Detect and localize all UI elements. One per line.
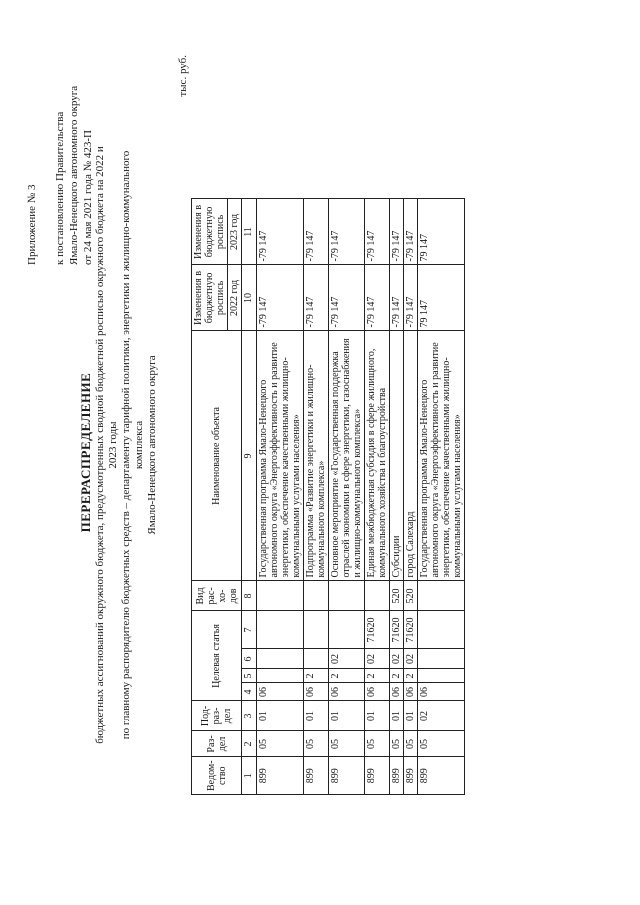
cell-target-activity: 02	[365, 649, 390, 669]
cell-vid	[365, 581, 390, 611]
cell-target-code	[304, 611, 329, 649]
appendix-line-1: к постановлению Правительства	[54, 111, 66, 265]
cell-target-subprogram: 2	[390, 669, 404, 683]
cell-target-activity	[257, 649, 304, 669]
cell-name: Государственная программа Ямало-Ненецкого автономного округа «Энергоэффективность и развитие энергетики, обеспечение качественными жилищно-коммунальными услугами населения»	[418, 331, 465, 581]
header-year-2023: 2023 год	[228, 199, 242, 265]
cell-name: Субсидии	[390, 331, 404, 581]
cell-podrazdel: 01	[390, 701, 404, 731]
cell-razdel: 05	[390, 731, 404, 757]
cell-change-2022: -79 147	[257, 265, 304, 331]
column-number: 1	[242, 757, 257, 795]
cell-podrazdel: 01	[304, 701, 329, 731]
cell-name: Подпрограмма «Развитие энергетики и жилищно-коммунального комплекса»	[304, 331, 329, 581]
column-number: 8	[242, 581, 257, 611]
cell-target-program: 06	[257, 683, 304, 701]
cell-target-code	[418, 611, 465, 649]
cell-change-2022: -79 147	[390, 265, 404, 331]
cell-vid: 520	[390, 581, 404, 611]
cell-podrazdel: 01	[257, 701, 304, 731]
appendix-line-2: Ямало-Ненецкого автономного округа	[68, 85, 80, 265]
cell-podrazdel: 01	[365, 701, 390, 731]
subtitle-line-2: по главному распорядителю бюджетных средств – департаменту тарифной политики, энергетики и жилищно-коммунального комплекса	[120, 150, 145, 740]
cell-razdel: 05	[304, 731, 329, 757]
cell-target-program: 06	[390, 683, 404, 701]
cell-name: город Салехард	[404, 331, 418, 581]
cell-vid: 520	[404, 581, 418, 611]
cell-target-activity: 02	[329, 649, 365, 669]
cell-target-program: 06	[304, 683, 329, 701]
cell-name: Единая межбюджетная субсидия в сфере жилищного, коммунального хозяйства и благоустройства	[365, 331, 390, 581]
column-number: 10	[242, 265, 257, 331]
cell-target-code	[257, 611, 304, 649]
cell-vid	[329, 581, 365, 611]
column-number: 6	[242, 649, 257, 669]
document-title: ПЕРЕРАСПРЕДЕЛЕНИЕ	[78, 372, 93, 533]
cell-target-subprogram: 2	[404, 669, 418, 683]
cell-razdel: 05	[257, 731, 304, 757]
reallocation-table	[191, 198, 465, 795]
column-number: 5	[242, 669, 257, 683]
cell-target-activity	[304, 649, 329, 669]
appendix-title: Приложение № 3	[26, 184, 38, 265]
cell-name: Государственная программа Ямало-Ненецкого автономного округа «Энергоэффективность и развитие энергетики, обеспечение качественными жилищно-коммунальными услугами населения»	[257, 331, 304, 581]
header-razdel: Раз-дел	[192, 731, 242, 757]
column-number: 4	[242, 683, 257, 701]
table-row	[304, 199, 329, 795]
subtitle-line-1: бюджетных ассигнований окружного бюджета, предусмотренных сводной бюджетной росписью окружного бюджета на 2022 и 2023 годы	[94, 146, 119, 744]
cell-target-program: 06	[404, 683, 418, 701]
cell-target-subprogram: 2	[304, 669, 329, 683]
header-vedom: Ведом-ство	[192, 757, 242, 795]
column-number: 9	[242, 331, 257, 581]
cell-razdel: 05	[418, 731, 465, 757]
cell-target-subprogram: 2	[365, 669, 390, 683]
cell-target-program: 06	[365, 683, 390, 701]
cell-change-2023: -79 147	[365, 199, 390, 265]
cell-change-2023: -79 147	[390, 199, 404, 265]
table-row	[329, 199, 365, 795]
cell-change-2023: -79 147	[404, 199, 418, 265]
cell-vid	[257, 581, 304, 611]
cell-change-2023: -79 147	[304, 199, 329, 265]
cell-vid	[304, 581, 329, 611]
cell-podrazdel: 01	[329, 701, 365, 731]
column-number: 3	[242, 701, 257, 731]
cell-vedom: 899	[365, 757, 390, 795]
appendix-line-3: от 24 мая 2021 года № 423-П	[82, 130, 94, 265]
cell-change-2022: -79 147	[404, 265, 418, 331]
cell-change-2022: -79 147	[365, 265, 390, 331]
cell-target-code	[329, 611, 365, 649]
cell-razdel: 05	[404, 731, 418, 757]
cell-target-activity	[418, 649, 465, 669]
table-row	[365, 199, 390, 795]
header-target: Целевая статья	[192, 611, 242, 701]
cell-vedom: 899	[257, 757, 304, 795]
cell-vedom: 899	[329, 757, 365, 795]
header-name: Наименование объекта	[192, 331, 242, 581]
cell-target-activity: 02	[390, 649, 404, 669]
header-change-2023: Изменения в бюджетную роспись	[192, 199, 228, 265]
cell-change-2022: -79 147	[304, 265, 329, 331]
cell-change-2023: -79 147	[257, 199, 304, 265]
table-row	[257, 199, 304, 795]
cell-name: Основное мероприятие «Государственная поддержка отраслей экономики в сфере энергетики, газоснабжения и жилищно-коммунального комплекса»	[329, 331, 365, 581]
table-row	[390, 199, 404, 795]
cell-podrazdel: 01	[404, 701, 418, 731]
table-row	[404, 199, 418, 795]
cell-target-subprogram	[257, 669, 304, 683]
cell-target-code: 71620	[390, 611, 404, 649]
cell-target-subprogram	[418, 669, 465, 683]
table-row	[418, 199, 465, 795]
cell-change-2022: -79 147	[329, 265, 365, 331]
cell-target-code: 71620	[365, 611, 390, 649]
units-label: тыс. руб.	[177, 55, 189, 97]
cell-target-subprogram: 2	[329, 669, 365, 683]
cell-target-program: 06	[418, 683, 465, 701]
column-numbers-row	[242, 199, 257, 795]
cell-change-2022: 79 147	[418, 265, 465, 331]
column-number: 2	[242, 731, 257, 757]
cell-vid	[418, 581, 465, 611]
header-vid: Вид рас-хо-дов	[192, 581, 242, 611]
cell-podrazdel: 02	[418, 701, 465, 731]
header-year-2022: 2022 год	[228, 265, 242, 331]
cell-vedom: 899	[404, 757, 418, 795]
header-change-2022: Изменения в бюджетную роспись	[192, 265, 228, 331]
cell-target-program: 06	[329, 683, 365, 701]
cell-razdel: 05	[365, 731, 390, 757]
cell-target-activity: 02	[404, 649, 418, 669]
subtitle-line-3: Ямало-Ненецкого автономного округа	[146, 355, 158, 535]
cell-vedom: 899	[418, 757, 465, 795]
cell-target-code: 71620	[404, 611, 418, 649]
column-number: 11	[242, 199, 257, 265]
cell-razdel: 05	[329, 731, 365, 757]
cell-vedom: 899	[390, 757, 404, 795]
header-podrazdel: Под-раз-дел	[192, 701, 242, 731]
column-number: 7	[242, 611, 257, 649]
cell-change-2023: 79 147	[418, 199, 465, 265]
cell-change-2023: -79 147	[329, 199, 365, 265]
document-subtitle	[94, 135, 159, 755]
cell-vedom: 899	[304, 757, 329, 795]
